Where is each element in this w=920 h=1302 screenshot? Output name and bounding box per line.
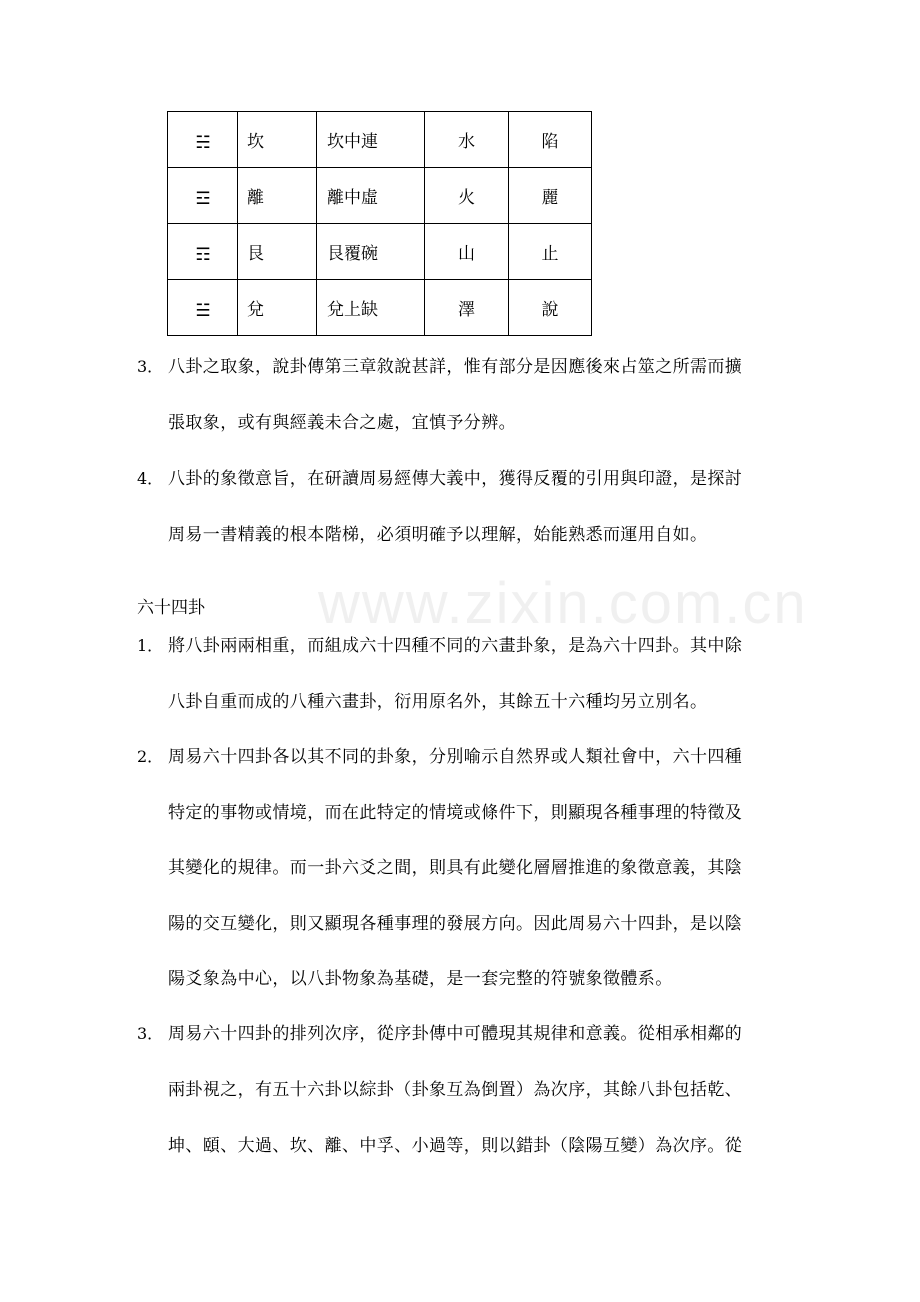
item-number: 3．	[137, 357, 164, 376]
table-row	[168, 112, 592, 168]
trigram-nature-cell: 山	[425, 224, 509, 280]
paragraph-line: 兩卦視之，有五十六卦以綜卦（卦象互為倒置）為次序，其餘八卦包括乾、	[168, 1080, 743, 1100]
trigram-quality-cell: 說	[509, 280, 592, 336]
trigram-li-icon: ☲	[195, 188, 210, 209]
paragraph-line: 坤、頤、大過、坎、離、中孚、小過等，則以錯卦（陰陽互變）為次序。從	[168, 1136, 743, 1156]
paragraph-line: 陽爻象為中心，以八卦物象為基礎，是一套完整的符號象徵體系。	[168, 969, 673, 989]
item-number: 4．	[137, 469, 164, 488]
paragraph-line: 特定的事物或情境，而在此特定的情境或條件下，則顯現各種事理的特徵及	[168, 803, 743, 823]
trigram-mnemonic-cell: 坎中連	[317, 112, 425, 168]
trigram-name-cell: 兌	[238, 280, 317, 336]
trigram-quality-cell: 陷	[509, 112, 592, 168]
trigram-symbol-cell	[168, 168, 238, 224]
trigram-dui-icon: ☱	[195, 300, 210, 321]
item-number: 2．	[137, 747, 164, 766]
trigram-quality-cell: 麗	[509, 168, 592, 224]
trigram-name-cell: 坎	[238, 112, 317, 168]
trigram-nature-cell: 火	[425, 168, 509, 224]
paragraph-line: 將八卦兩兩相重，而組成六十四種不同的六畫卦象，是為六十四卦。其中除	[168, 636, 743, 656]
table-row	[168, 280, 592, 336]
paragraph-line: 其變化的規律。而一卦六爻之間，則具有此變化層層推進的象徵意義，其陰	[168, 858, 743, 878]
watermark: www.zixin.com.cn	[318, 571, 808, 636]
trigram-mnemonic-cell: 兌上缺	[317, 280, 425, 336]
trigram-nature-cell: 澤	[425, 280, 509, 336]
trigram-nature-cell: 水	[425, 112, 509, 168]
trigram-symbol-cell	[168, 280, 238, 336]
trigram-quality-cell: 止	[509, 224, 592, 280]
trigram-mnemonic-cell: 離中虛	[317, 168, 425, 224]
section-heading: 六十四卦	[137, 598, 205, 618]
paragraph-line: 周易六十四卦各以其不同的卦象，分別喻示自然界或人類社會中，六十四種	[168, 747, 743, 767]
trigram-mnemonic-cell: 艮覆碗	[317, 224, 425, 280]
trigram-gen-icon: ☶	[195, 244, 210, 265]
trigram-name-cell: 離	[238, 168, 317, 224]
trigram-kan-icon: ☵	[195, 132, 210, 153]
paragraph-line: 張取象，或有與經義未合之處，宜慎予分辨。	[168, 413, 516, 433]
table-row	[168, 168, 592, 224]
table-row	[168, 224, 592, 280]
item-number: 1．	[137, 636, 164, 655]
paragraph-line: 八卦的象徵意旨，在研讀周易經傳大義中，獲得反覆的引用與印證，是探討	[168, 469, 743, 489]
paragraph-line: 八卦之取象，說卦傳第三章敘說甚詳，惟有部分是因應後來占筮之所需而擴	[168, 357, 743, 377]
item-number: 3．	[137, 1024, 164, 1043]
trigram-table	[167, 111, 592, 336]
paragraph-line: 周易六十四卦的排列次序，從序卦傳中可體現其規律和意義。從相承相鄰的	[168, 1024, 743, 1044]
trigram-name-cell: 艮	[238, 224, 317, 280]
paragraph-line: 陽的交互變化，則又顯現各種事理的發展方向。因此周易六十四卦，是以陰	[168, 914, 743, 934]
trigram-symbol-cell	[168, 224, 238, 280]
paragraph-line: 周易一書精義的根本階梯，必須明確予以理解，始能熟悉而運用自如。	[168, 525, 708, 545]
paragraph-line: 八卦自重而成的八種六畫卦，衍用原名外，其餘五十六種均另立別名。	[168, 692, 708, 712]
trigram-symbol-cell	[168, 112, 238, 168]
